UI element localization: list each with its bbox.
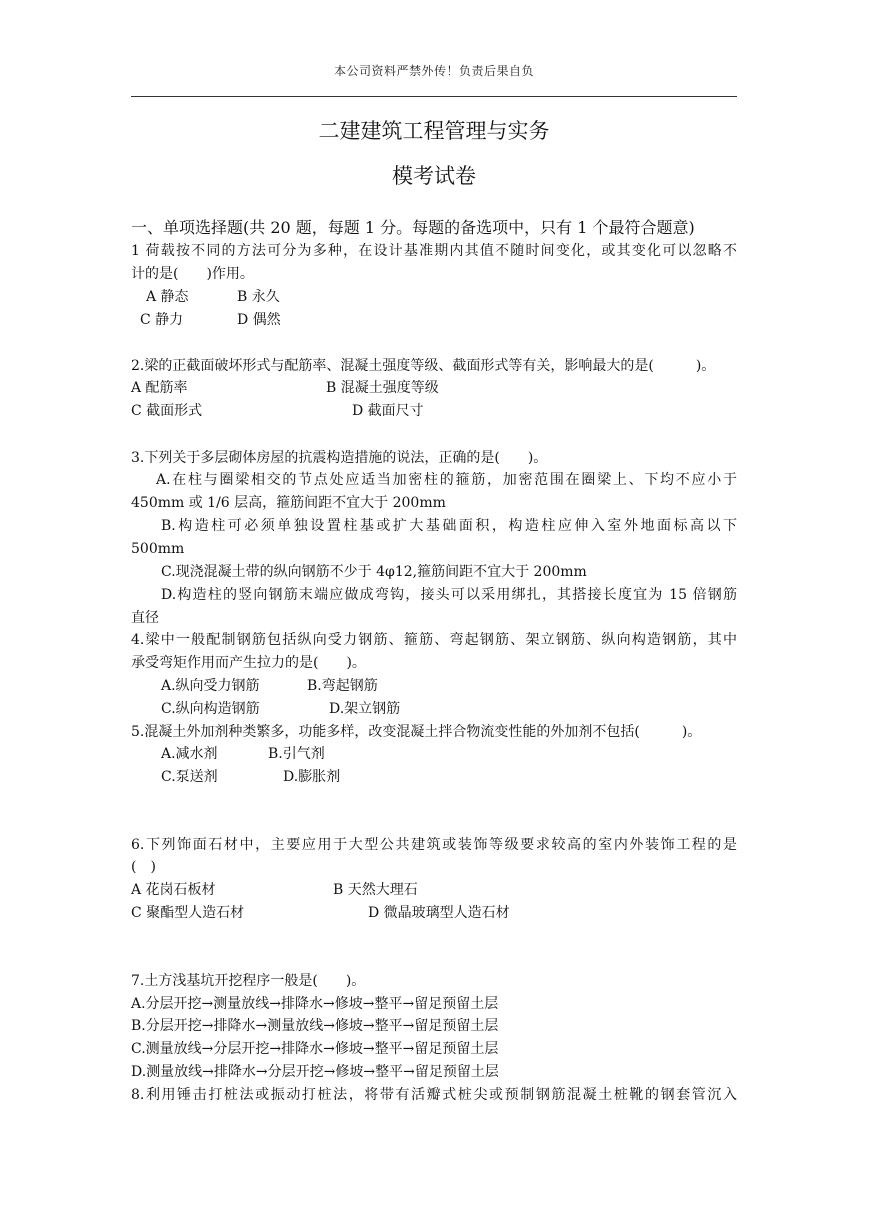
question-text: 8.利用锤击打桩法或振动打桩法，将带有活瓣式桩尖或预制钢筋混凝土桩靴的钢套管沉入 [131, 1087, 737, 1103]
option-d: D.架立钢筋 [329, 701, 401, 717]
option-a: A 静态 [146, 289, 189, 305]
header-divider [131, 96, 737, 97]
question-text: 4.梁中一般配制钢筋包括纵向受力钢筋、箍筋、弯起钢筋、架立钢筋、纵向构造钢筋，其中 [131, 632, 737, 648]
option-d: D 截面尺寸 [352, 403, 424, 419]
option-d: D.构造柱的竖向钢筋末端应做成弯钩，接头可以采用绑扎，其搭接长度宜为 15 倍钢筋 [161, 587, 737, 603]
question-text: 2.梁的正截面破坏形式与配筋率、混凝土强度等级、截面形式等有关，影响最大的是( )。 [131, 358, 716, 374]
option-a: A.在柱与圈梁相交的节点处应适当加密柱的箍筋，加密范围在圈梁上、下均不应小于 [156, 472, 737, 488]
document-title: 二建建筑工程管理与实务 [318, 119, 550, 143]
option-b: B 永久 [237, 289, 280, 305]
option-c: C.纵向构造钢筋 [161, 701, 260, 717]
option-b-continued: 500mm [131, 541, 185, 557]
option-c: C.现浇混凝土带的纵向钢筋不少于 4φ12,箍筋间距不宜大于 200mm [161, 564, 587, 580]
option-a: A.减水剂 [161, 746, 218, 762]
document-subtitle: 模考试卷 [392, 164, 476, 188]
option-a: A.纵向受力钢筋 [161, 678, 260, 694]
option-c: C 聚酯型人造石材 [131, 905, 245, 921]
question-text: 5.混凝土外加剂种类繁多，功能多样，改变混凝土拌合物流变性能的外加剂不包括( )。 [131, 724, 702, 740]
option-c: C.测量放线→分层开挖→排降水→修坡→整平→留足预留土层 [131, 1041, 499, 1057]
option-c: C 截面形式 [131, 403, 203, 419]
option-b: B 混凝土强度等级 [326, 380, 439, 396]
option-a: A 配筋率 [131, 380, 188, 396]
option-d: D 微晶玻璃型人造石材 [368, 905, 510, 921]
option-c: C 静力 [140, 312, 184, 328]
question-text: 承受弯矩作用而产生拉力的是( )。 [131, 655, 366, 671]
question-text: 7.土方浅基坑开挖程序一般是( )。 [131, 973, 366, 989]
option-a: A 花岗石板材 [131, 882, 216, 898]
option-b: B 天然大理石 [333, 882, 418, 898]
confidentiality-notice: 本公司资料严禁外传！负责后果自负 [333, 64, 534, 78]
option-d: D 偶然 [237, 312, 281, 328]
question-text: ( ) [131, 859, 156, 875]
question-text: 1 荷载按不同的方法可分为多种，在设计基准期内其值不随时间变化，或其变化可以忽略不 [131, 243, 737, 259]
question-text: 3.下列关于多层砌体房屋的抗震构造措施的说法，正确的是( )。 [131, 450, 548, 466]
option-a: A.分层开挖→测量放线→排降水→修坡→整平→留足预留土层 [131, 996, 499, 1012]
option-a-continued: 450mm 或 1/6 层高，箍筋间距不宜大于 200mm [131, 495, 446, 511]
section-heading: 一、单项选择题(共 20 题，每题 1 分。每题的备选项中，只有 1 个最符合题意) [131, 218, 695, 237]
option-d-continued: 直径 [131, 610, 159, 626]
option-b: B.构造柱可必须单独设置柱基或扩大基础面积，构造柱应伸入室外地面标高以下 [161, 518, 737, 534]
option-c: C.泵送剂 [161, 769, 218, 785]
option-d: D.测量放线→排降水→分层开挖→修坡→整平→留足预留土层 [131, 1064, 499, 1080]
question-text: 计的是( )作用。 [131, 266, 254, 282]
option-b: B.弯起钢筋 [307, 678, 378, 694]
option-d: D.膨胀剂 [283, 769, 341, 785]
option-b: B.分层开挖→排降水→测量放线→修坡→整平→留足预留土层 [131, 1018, 499, 1034]
option-b: B.引气剂 [268, 746, 325, 762]
question-text: 6.下列饰面石材中，主要应用于大型公共建筑或装饰等级要求较高的室内外装饰工程的是 [131, 837, 737, 853]
